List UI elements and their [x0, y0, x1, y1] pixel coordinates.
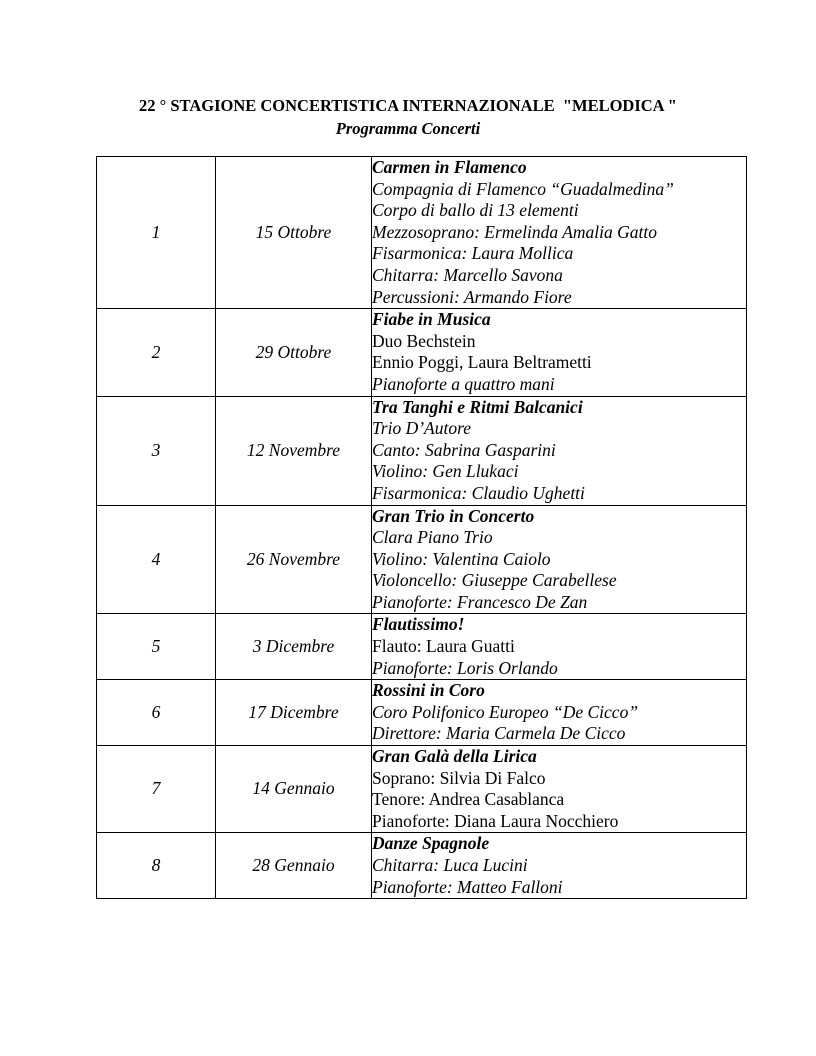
performer-line: Violino: Gen Llukaci: [372, 461, 519, 482]
performer-line: Clara Piano Trio: [372, 527, 493, 548]
concert-number: 7: [97, 746, 216, 833]
concert-details: [372, 614, 747, 680]
concert-title: Carmen in Flamenco: [372, 157, 527, 177]
performer-line: Duo Bechstein: [372, 330, 476, 351]
concert-number: 4: [97, 505, 216, 614]
performer-line: Compagnia di Flamenco “Guadalmedina”: [372, 178, 674, 199]
concert-details: [372, 746, 747, 833]
performer-line: Fisarmonica: Laura Mollica: [372, 243, 574, 264]
concert-number: 5: [97, 614, 216, 680]
performer-line: Canto: Sabrina Gasparini: [372, 439, 556, 460]
concert-title: Rossini in Coro: [372, 680, 485, 701]
concert-title: Fiabe in Musica: [372, 309, 491, 330]
page-title: 22 ° STAGIONE CONCERTISTICA INTERNAZIONALE "MELODICA ": [139, 96, 677, 115]
concert-date: 17 Dicembre: [216, 680, 372, 746]
concert-date: 12 Novembre: [216, 396, 372, 505]
performer-line: Pianoforte: Francesco De Zan: [372, 591, 588, 612]
concert-details: [372, 833, 747, 899]
performer-line: Percussioni: Armando Fiore: [372, 286, 572, 307]
performer-line: Pianoforte: Diana Laura Nocchiero: [372, 810, 619, 831]
performer-line: Tenore: Andrea Casablanca: [372, 789, 565, 810]
table-row: [97, 680, 747, 746]
concert-details: [372, 157, 747, 309]
table-row: [97, 157, 747, 309]
performer-line: Chitarra: Marcello Savona: [372, 264, 563, 285]
concert-number: 2: [97, 309, 216, 396]
concert-details: [372, 505, 747, 614]
concert-details: [372, 680, 747, 746]
concert-number: 1: [97, 157, 216, 309]
concert-date: 28 Gennaio: [216, 833, 372, 899]
performer-line: Flauto: Laura Guatti: [372, 636, 515, 657]
performer-line: Pianoforte a quattro mani: [372, 373, 555, 394]
concert-number: 8: [97, 833, 216, 899]
concert-date: 14 Gennaio: [216, 746, 372, 833]
performer-line: Violino: Valentina Caiolo: [372, 548, 551, 569]
concert-date: 29 Ottobre: [216, 309, 372, 396]
performer-line: Direttore: Maria Carmela De Cicco: [372, 723, 626, 744]
performer-line: Violoncello: Giuseppe Carabellese: [372, 570, 617, 591]
performer-line: Coro Polifonico Europeo “De Cicco”: [372, 701, 639, 722]
concert-details: [372, 396, 747, 505]
concert-date: 3 Dicembre: [216, 614, 372, 680]
table-row: [97, 505, 747, 614]
performer-line: Corpo di ballo di 13 elementi: [372, 200, 579, 221]
table-row: [97, 614, 747, 680]
performer-line: Soprano: Silvia Di Falco: [372, 767, 546, 788]
table-row: [97, 396, 747, 505]
concert-title: Gran Trio in Concerto: [372, 505, 535, 526]
concert-program-table: [96, 156, 747, 899]
concert-date: 15 Ottobre: [216, 157, 372, 309]
performer-line: Trio D’Autore: [372, 418, 472, 439]
concert-number: 6: [97, 680, 216, 746]
table-row: [97, 746, 747, 833]
concert-title: Flautissimo!: [372, 614, 465, 635]
table-row: [97, 833, 747, 899]
concert-details: [372, 309, 747, 396]
table-row: [97, 309, 747, 396]
performer-line: Pianoforte: Matteo Falloni: [372, 876, 563, 897]
performer-line: Mezzosoprano: Ermelinda Amalia Gatto: [372, 221, 658, 242]
page-subtitle: Programma Concerti: [335, 119, 481, 138]
concert-number: 3: [97, 396, 216, 505]
performer-line: Ennio Poggi, Laura Beltrametti: [372, 352, 592, 373]
concert-title: Gran Galà della Lirica: [372, 746, 537, 767]
concert-date: 26 Novembre: [216, 505, 372, 614]
performer-line: Chitarra: Luca Lucini: [372, 855, 528, 875]
performer-line: Pianoforte: Loris Orlando: [372, 657, 558, 678]
performer-line: Fisarmonica: Claudio Ughetti: [372, 482, 585, 503]
concert-title: Tra Tanghi e Ritmi Balcanici: [372, 396, 583, 417]
concert-title: Danze Spagnole: [372, 833, 490, 854]
